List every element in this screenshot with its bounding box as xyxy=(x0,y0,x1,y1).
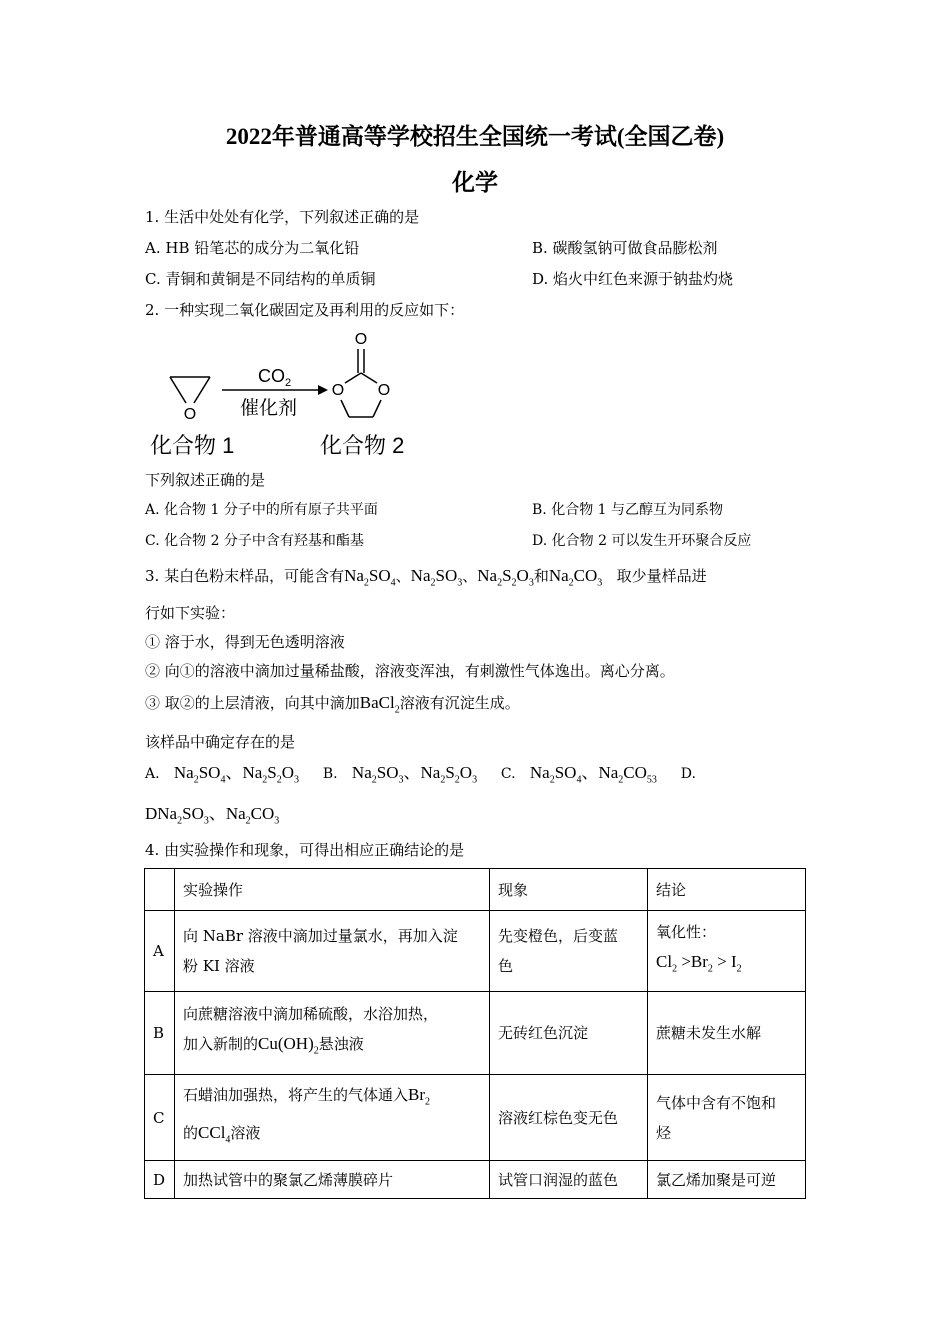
reaction-scheme xyxy=(140,325,430,465)
q2-stem: 2. 一种实现二氧化碳固定及再利用的反应如下： xyxy=(145,301,465,319)
q3-step-3: ③ 取②的上层清液，向其中滴加BaCl$_2$溶液有沉淀生成。 xyxy=(145,693,520,716)
q3-stem: 3. 某白色粉末样品，可能含有$Na_2SO_4$、$Na_2SO_3$、$Na_2S_2O_3$和$Na_2CO_3$ 取少量样品进 xyxy=(145,566,707,589)
table-row: A 向 NaBr 溶液中滴加过量氯水，再加入淀 粉 KI 溶液 先变橙色，后变蓝 色 氧化性： $Cl_2 >Br_2 > I_2$ xyxy=(145,911,806,992)
q1-option-b: B. 碳酸氢钠可做食品膨松剂 xyxy=(532,239,718,257)
q2-option-d: D. 化合物 2 可以发生开环聚合反应 xyxy=(532,533,752,549)
q3-step-2: ② 向①的溶液中滴加过量稀盐酸，溶液变浑浊，有刺激性气体逸出。离心分离。 xyxy=(145,662,675,680)
q3-option-a: $Na_2SO_4$、$Na_2S_2O_3$ xyxy=(173,763,300,786)
q2-option-c: C. 化合物 2 分子中含有羟基和酯基 xyxy=(145,533,364,549)
reagent-catalyst: 催化剂 xyxy=(240,398,298,419)
compound-2-label: 化合物 2 xyxy=(320,433,405,458)
formula-na2so3: $Na_2SO_3$ xyxy=(410,566,463,589)
q3-options-row: A. $Na_2SO_4$、$Na_2S_2O_3$ B. $Na_2SO_3$、$Na_2S_2O_3$ C. $Na_2SO_4$、$Na_2CO_{53}$ D. xyxy=(145,763,696,786)
q1-stem: 1. 生活中处处有化学，下列叙述正确的是 xyxy=(145,208,420,226)
table-row: C 石蜡油加强热，将产生的气体通入$Br_2$ 的CCl$_4$溶液 溶液红棕色变无色 气体中含有不饱和 烃 xyxy=(145,1075,806,1161)
subject-title: 化学 xyxy=(452,170,498,195)
q2-option-a: A. 化合物 1 分子中的所有原子共平面 xyxy=(145,502,378,518)
ring-oxygen-right: O xyxy=(377,382,391,399)
q1-option-a: A. HB 铅笔芯的成分为二氧化铅 xyxy=(145,239,360,257)
q2-question: 下列叙述正确的是 xyxy=(145,471,266,489)
q1-option-d: D. 焰火中红色来源于钠盐灼烧 xyxy=(532,270,734,288)
header-conclusion: 结论 xyxy=(648,869,806,911)
q3-option-d: $DNa_2SO_3$、$Na_2CO_3$ xyxy=(145,804,280,827)
q1-option-c: C. 青铜和黄铜是不同结构的单质铜 xyxy=(145,270,376,288)
reagent-co2: $CO_2$ xyxy=(258,366,292,389)
table-row: D 加热试管中的聚氯乙烯薄膜碎片 试管口润湿的蓝色 氯乙烯加聚是可逆 xyxy=(145,1161,806,1199)
formula-na2co3: $Na_2CO_3$ xyxy=(548,566,603,589)
q4-stem: 4. 由实验操作和现象，可得出相应正确结论的是 xyxy=(145,841,465,859)
formula-bacl2: BaCl$_2$ xyxy=(359,693,400,716)
page-title: 2022年普通高等学校招生全国统一考试(全国乙卷) xyxy=(225,124,725,149)
formula-na2so4: $Na_2SO_4$ xyxy=(344,566,396,589)
q3-option-c: $Na_2SO_4$、$Na_2CO_{53}$ xyxy=(529,763,657,786)
row-label: A xyxy=(145,911,175,992)
compound-1-structure xyxy=(170,377,210,423)
row-label: B xyxy=(145,992,175,1075)
header-phenomenon: 现象 xyxy=(490,869,648,911)
q3-stem-line2: 行如下实验： xyxy=(145,604,236,622)
epoxide-oxygen: O xyxy=(183,406,197,423)
compound-1-label: 化合物 1 xyxy=(150,433,235,458)
experiment-table xyxy=(144,868,806,1199)
q2-option-b: B. 化合物 1 与乙醇互为同系物 xyxy=(532,502,723,518)
row-label: D xyxy=(145,1161,175,1199)
q3-question: 该样品中确定存在的是 xyxy=(145,733,296,751)
table-header-row xyxy=(145,869,806,911)
q3-step-1: ① 溶于水，得到无色透明溶液 xyxy=(145,633,345,651)
q3-option-b: $Na_2SO_3$、$Na_2S_2O_3$ xyxy=(351,763,478,786)
formula-na2s2o3: $Na_2S_2O_3$ xyxy=(477,566,534,589)
ring-oxygen-left: O xyxy=(331,382,345,399)
header-operation: 实验操作 xyxy=(175,869,490,911)
table-row: B 向蔗糖溶液中滴加稀硫酸，水浴加热， 加入新制的$Cu(OH)_2$悬浊液 无砖红色沉淀 蔗糖未发生水解 xyxy=(145,992,806,1075)
oxidizing-order: $Cl_2 >Br_2 > I_2$ xyxy=(656,952,742,975)
carbonyl-oxygen: O xyxy=(354,331,368,348)
compound-2-structure xyxy=(332,331,390,417)
row-label: C xyxy=(145,1075,175,1161)
